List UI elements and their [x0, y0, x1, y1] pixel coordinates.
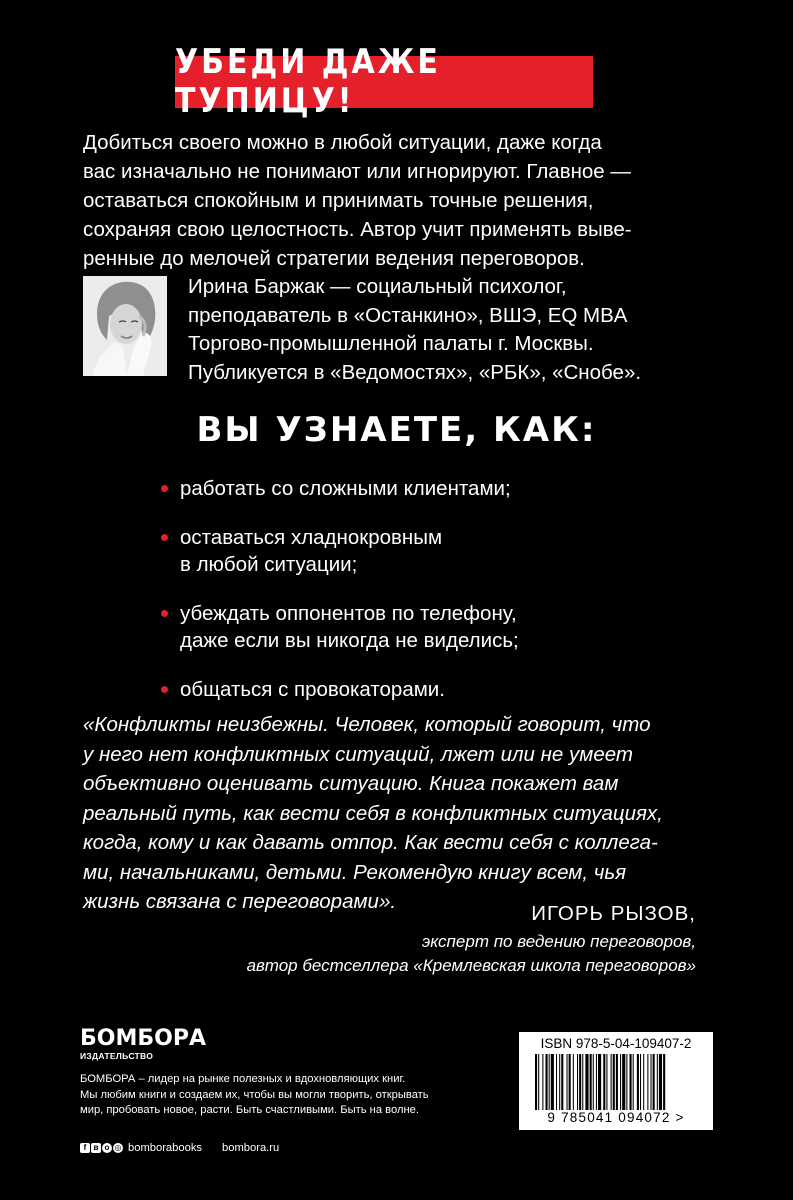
publisher-text-line: мир, пробовать новое, расти. Быть счастливыми. Быть на волне.	[80, 1104, 420, 1116]
barcode-bar	[659, 1054, 662, 1110]
list-item-line: в любой ситуации;	[180, 553, 358, 576]
barcode-bar	[579, 1054, 581, 1110]
author-photo	[83, 276, 167, 376]
quote-line: когда, кому и как давать отпор. Как вести себя с коллега-	[83, 831, 658, 854]
quote-author-role	[247, 930, 696, 978]
testimonial-quote	[83, 710, 723, 917]
barcode-bar	[626, 1054, 627, 1110]
barcode-bar	[590, 1054, 592, 1110]
instagram-icon[interactable]: ◎	[114, 1143, 122, 1152]
bullet-dot-icon	[161, 610, 168, 617]
barcode-bar	[598, 1054, 601, 1110]
barcode-bar	[551, 1054, 554, 1110]
barcode-bar	[593, 1054, 594, 1110]
barcode-bar	[657, 1054, 658, 1110]
intro-line: вас изначально не понимают или игнорируют. Главное —	[83, 160, 631, 183]
vk-icon[interactable]: в	[91, 1143, 101, 1153]
barcode-bar	[622, 1054, 625, 1110]
barcode-bar	[577, 1054, 578, 1110]
facebook-icon[interactable]: f	[80, 1143, 90, 1153]
barcode-bar	[559, 1054, 560, 1110]
barcode-bar	[585, 1054, 588, 1110]
barcode-bar	[651, 1054, 652, 1110]
barcode-bar	[647, 1054, 648, 1110]
intro-line: Добиться своего можно в любой ситуации, даже когда	[83, 131, 602, 154]
quote-line: реальный путь, как вести себя в конфликтных ситуациях,	[83, 801, 663, 825]
author-bio	[188, 273, 708, 387]
publisher-website[interactable]: bombora.ru	[222, 1142, 280, 1154]
barcode-bar	[613, 1054, 615, 1110]
list-item-line: убеждать оппонентов по телефону,	[180, 602, 517, 625]
barcode-bar	[582, 1054, 583, 1110]
barcode-bar	[637, 1054, 639, 1110]
intro-line: оставаться спокойным и принимать точные решения,	[83, 189, 594, 212]
list-item	[160, 600, 680, 654]
bio-line: Торгово-промышленной палаты г. Москвы.	[188, 332, 594, 355]
barcode-image	[533, 1054, 701, 1110]
barcode-bar	[663, 1054, 665, 1110]
publisher-name: БОМБОРА	[80, 1026, 206, 1051]
barcode-bar	[640, 1054, 641, 1110]
social-links	[80, 1142, 279, 1154]
learn-heading: ВЫ УЗНАЕТЕ, КАК:	[196, 410, 597, 450]
title-banner	[175, 42, 593, 122]
intro-line: ренные до мелочей стратегии ведения переговоров.	[83, 247, 585, 270]
publisher-subtitle: ИЗДАТЕЛЬСТВО	[80, 1051, 154, 1061]
bio-line: Публикуется в «Ведомостях», «РБК», «Снобе».	[188, 360, 642, 384]
barcode-bar	[630, 1054, 632, 1110]
barcode-bar	[538, 1054, 539, 1110]
list-item-line: оставаться хладнокровным	[180, 526, 443, 549]
barcode-bar	[596, 1054, 597, 1110]
intro-paragraph	[83, 128, 723, 273]
barcode-bar	[633, 1054, 634, 1110]
barcode-bar	[546, 1054, 548, 1110]
author-portrait-image	[83, 276, 167, 376]
barcode-bar	[535, 1054, 537, 1110]
barcode-bar	[549, 1054, 550, 1110]
ean-digits: 9 785041 094072 >	[547, 1110, 685, 1125]
quote-line: «Конфликты неизбежны. Человек, который говорит, что	[83, 713, 651, 736]
publisher-text-line: Мы любим книги и создаем их, чтобы вы могли творить, открывать	[80, 1088, 429, 1101]
list-item-line: даже если вы никогда не виделись;	[180, 629, 519, 652]
banner-title: УБЕДИ ДАЖЕ ТУПИЦУ!	[175, 42, 441, 122]
quote-line: у него нет конфликтных ситуаций, лжет или не умеет	[83, 742, 633, 766]
social-handle[interactable]: bomborabooks	[128, 1142, 203, 1154]
barcode-bar	[643, 1054, 644, 1110]
barcode-bar	[573, 1054, 574, 1110]
barcode-bars	[533, 1054, 701, 1110]
quote-author-name: ИГОРЬ РЫЗОВ,	[531, 902, 696, 925]
bio-line: преподаватель в «Останкино», ВШЭ, EQ MBA	[188, 303, 628, 327]
role-line: эксперт по ведению переговоров,	[421, 932, 696, 951]
bio-line: Ирина Баржак — социальный психолог,	[188, 275, 567, 298]
intro-line: сохраняя свою целостность. Автор учит применять выве-	[83, 218, 632, 241]
barcode-bar	[616, 1054, 618, 1110]
quote-line: объективно оценивать ситуацию. Книга покажет вам	[83, 772, 619, 795]
learn-list	[160, 475, 680, 703]
barcode-bar	[556, 1054, 557, 1110]
quote-line: жизнь связана с переговорами».	[83, 890, 397, 913]
list-item	[160, 676, 680, 703]
barcode-bar	[542, 1054, 543, 1110]
list-item	[160, 524, 680, 578]
isbn-label: ISBN 978-5-04-109407-2	[540, 1036, 692, 1051]
barcode-bar	[653, 1054, 655, 1110]
barcode-bar	[569, 1054, 571, 1110]
barcode-bar	[611, 1054, 612, 1110]
publisher-description	[80, 1072, 500, 1119]
barcode-bar	[561, 1054, 563, 1110]
barcode-bar	[606, 1054, 607, 1110]
bullet-dot-icon	[161, 485, 168, 492]
barcode-block	[519, 1032, 713, 1130]
barcode-bar	[567, 1054, 568, 1110]
barcode-bar	[620, 1054, 621, 1110]
quote-line: ми, начальниками, детьми. Рекомендую книгу всем, чья	[83, 860, 627, 884]
bullet-dot-icon	[161, 534, 168, 541]
role-line: автор бестселлера «Кремлевская школа переговоров»	[246, 956, 696, 975]
bullet-dot-icon	[161, 686, 168, 693]
list-item	[160, 475, 680, 502]
barcode-bar	[603, 1054, 605, 1110]
odnoklassniki-icon[interactable]: о	[102, 1143, 112, 1153]
publisher-text-line: БОМБОРА – лидер на рынке полезных и вдохновляющих книг.	[80, 1073, 406, 1085]
publisher-logo	[80, 1028, 206, 1062]
list-item-line: работать со сложными клиентами;	[180, 477, 511, 500]
list-item-line: общаться с провокаторами.	[180, 678, 445, 701]
